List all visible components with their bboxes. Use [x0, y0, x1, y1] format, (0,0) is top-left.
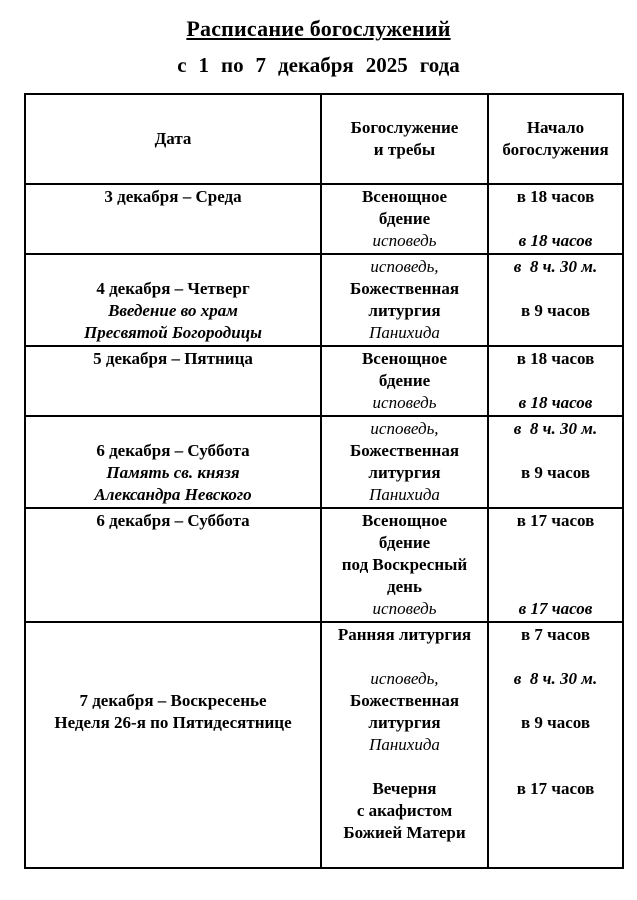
schedule-table-body: [25, 184, 623, 868]
time-cell: [488, 622, 623, 868]
text-line: Божественная: [349, 691, 460, 710]
blank-line: [30, 624, 316, 646]
header-line: и требы: [373, 140, 436, 159]
text-line: исповедь: [372, 599, 437, 618]
text-line: 4 декабря – Четверг: [96, 279, 250, 298]
page-title: Расписание богослужений: [186, 16, 451, 41]
date-cell: [25, 184, 321, 254]
blank-line: [493, 576, 618, 598]
text-line: в 9 часов: [520, 301, 591, 320]
time-cell: [488, 254, 623, 346]
blank-line: [493, 370, 618, 392]
column-header-time: [488, 94, 623, 184]
header-line: Богослужение: [350, 118, 459, 137]
date-cell: [25, 346, 321, 416]
table-row: [25, 184, 623, 254]
table-row: [25, 254, 623, 346]
text-line: Ранняя литургия: [337, 625, 472, 644]
date-cell: [25, 254, 321, 346]
text-line: в 17 часов: [516, 779, 595, 798]
text-line: литургия: [368, 713, 441, 732]
table-row: [25, 416, 623, 508]
text-line: бдение: [378, 209, 431, 228]
text-line: Пресвятой Богородицы: [84, 323, 262, 342]
text-line: бдение: [378, 371, 431, 390]
column-header-service: [321, 94, 488, 184]
table-row: [25, 508, 623, 622]
text-line: Божией Матери: [343, 823, 466, 842]
service-cell: [321, 254, 488, 346]
blank-line: [493, 208, 618, 230]
text-line: день: [387, 577, 422, 596]
text-line: Память св. князя: [106, 463, 240, 482]
text-line: под Воскресный: [341, 555, 468, 574]
schedule-table-head: [25, 94, 623, 184]
time-cell: [488, 184, 623, 254]
text-line: в 18 часов: [518, 393, 593, 412]
text-line: Александра Невского: [94, 485, 252, 504]
time-cell: [488, 346, 623, 416]
text-line: в 7 часов: [520, 625, 591, 644]
text-line: литургия: [368, 301, 441, 320]
table-row: [25, 622, 623, 868]
page-subtitle: с 1 по 7 декабря 2025 года: [177, 53, 460, 77]
text-line: Всенощное: [361, 511, 448, 530]
text-line: Панихида: [369, 323, 440, 342]
text-line: исповедь: [372, 231, 437, 250]
text-line: литургия: [368, 463, 441, 482]
service-cell: [321, 346, 488, 416]
text-line: Вечерня: [372, 779, 437, 798]
text-line: Всенощное: [361, 349, 448, 368]
header-line: богослужения: [502, 140, 609, 159]
text-line: в 8 ч. 30 м.: [513, 257, 598, 276]
text-line: в 17 часов: [518, 599, 593, 618]
header-line: Начало: [526, 118, 585, 137]
blank-line: [30, 256, 316, 278]
text-line: Введение во храм: [108, 301, 238, 320]
text-line: Неделя 26-я по Пятидесятнице: [54, 713, 292, 732]
text-line: в 18 часов: [516, 349, 595, 368]
text-line: в 9 часов: [520, 713, 591, 732]
blank-line: [326, 756, 483, 778]
text-line: в 17 часов: [516, 511, 595, 530]
blank-line: [30, 668, 316, 690]
blank-line: [493, 440, 618, 462]
blank-line: [493, 554, 618, 576]
service-cell: [321, 622, 488, 868]
date-cell: [25, 508, 321, 622]
schedule-table: [24, 93, 624, 869]
text-line: 6 декабря – Суббота: [96, 511, 250, 530]
blank-line: [326, 844, 483, 866]
text-line: 5 декабря – Пятница: [93, 349, 253, 368]
text-line: Панихида: [369, 735, 440, 754]
date-cell: [25, 622, 321, 868]
blank-line: [493, 756, 618, 778]
blank-line: [493, 278, 618, 300]
text-line: 3 декабря – Среда: [104, 187, 242, 206]
text-line: Божественная: [349, 441, 460, 460]
table-row: [25, 346, 623, 416]
text-line: 7 декабря – Воскресенье: [79, 691, 267, 710]
time-cell: [488, 416, 623, 508]
text-line: в 9 часов: [520, 463, 591, 482]
blank-line: [493, 734, 618, 756]
text-line: в 18 часов: [518, 231, 593, 250]
text-line: в 8 ч. 30 м.: [513, 669, 598, 688]
column-header-date: [25, 94, 321, 184]
blank-line: [326, 646, 483, 668]
blank-line: [493, 484, 618, 506]
text-line: Божественная: [349, 279, 460, 298]
header-row: [25, 94, 623, 184]
service-cell: [321, 184, 488, 254]
text-line: исповедь: [372, 393, 437, 412]
text-line: Всенощное: [361, 187, 448, 206]
blank-line: [30, 418, 316, 440]
service-cell: [321, 508, 488, 622]
text-line: 6 декабря – Суббота: [96, 441, 250, 460]
text-line: в 18 часов: [516, 187, 595, 206]
blank-line: [30, 646, 316, 668]
time-cell: [488, 508, 623, 622]
text-line: исповедь,: [370, 257, 439, 276]
text-line: Панихида: [369, 485, 440, 504]
text-line: в 8 ч. 30 м.: [513, 419, 598, 438]
header-line: Дата: [154, 129, 192, 148]
blank-line: [493, 322, 618, 344]
text-line: с акафистом: [356, 801, 453, 820]
text-line: бдение: [378, 533, 431, 552]
date-cell: [25, 416, 321, 508]
text-line: исповедь,: [370, 669, 439, 688]
blank-line: [493, 646, 618, 668]
text-line: исповедь,: [370, 419, 439, 438]
blank-line: [493, 690, 618, 712]
blank-line: [493, 532, 618, 554]
service-cell: [321, 416, 488, 508]
